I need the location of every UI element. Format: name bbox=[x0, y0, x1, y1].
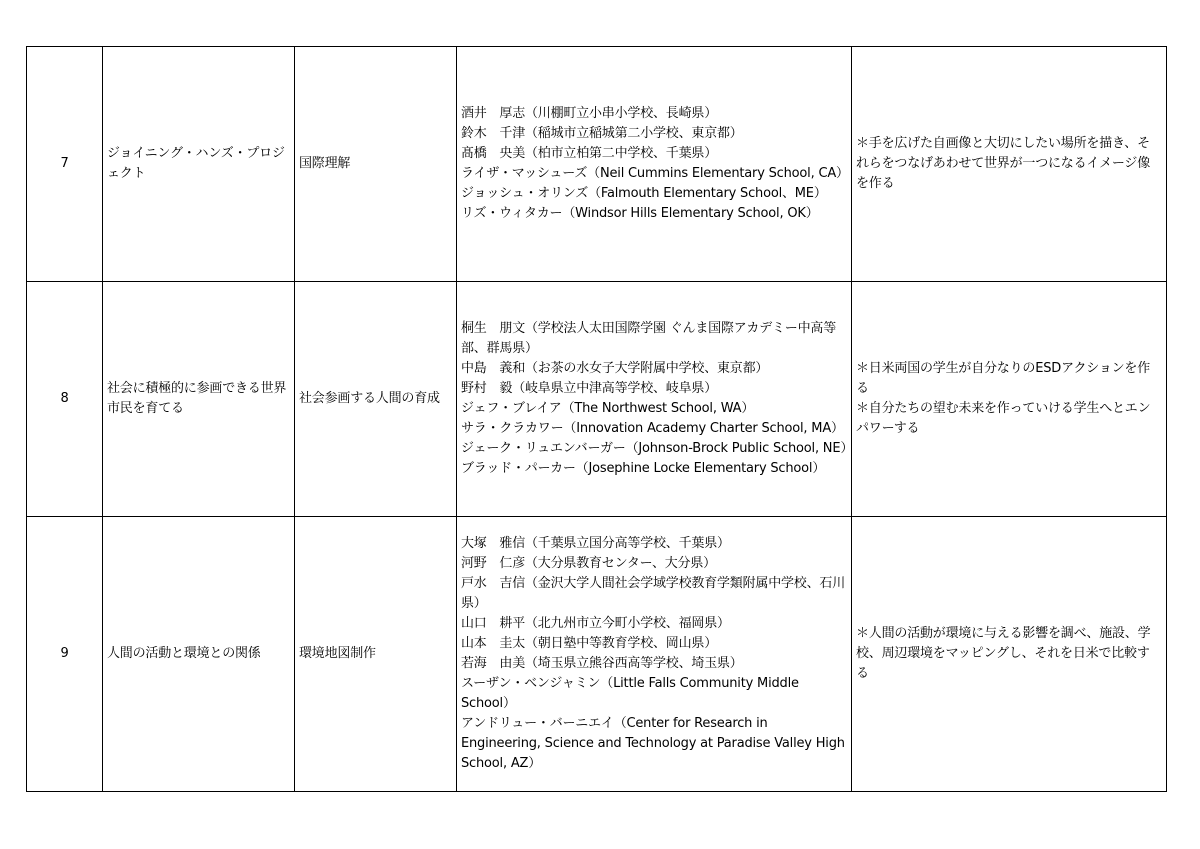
row-number: 8 bbox=[27, 282, 103, 517]
member-entry: 髙橋 央美（柏市立柏第二中学校、千葉県） bbox=[461, 146, 718, 161]
member-list bbox=[457, 47, 852, 282]
member-entry: リズ・ウィタカー（Windsor Hills Elementary School, OK） bbox=[461, 206, 819, 221]
project-title: 社会に積極的に参画できる世界市民を育てる bbox=[103, 282, 295, 517]
description-item: ＊日米両国の学生が自分なりのESDアクションを作る bbox=[856, 361, 1151, 396]
member-entry: 鈴木 千津（稲城市立稲城第二小学校、東京都） bbox=[461, 126, 743, 141]
member-entry: 山口 耕平（北九州市立今町小学校、福岡県） bbox=[461, 616, 730, 631]
member-entry: 桐生 朋文（学校法人太田国際学園 ぐんま国際アカデミー中高等部、群馬県） bbox=[461, 321, 837, 356]
member-entry: 山本 圭太（朝日塾中等教育学校、岡山県） bbox=[461, 636, 718, 651]
member-entry: 大塚 雅信（千葉県立国分高等学校、千葉県） bbox=[461, 536, 730, 551]
project-title: 人間の活動と環境との関係 bbox=[103, 517, 295, 792]
project-theme: 環境地図制作 bbox=[295, 517, 457, 792]
project-theme: 社会参画する人間の育成 bbox=[295, 282, 457, 517]
project-theme: 国際理解 bbox=[295, 47, 457, 282]
member-entry: スーザン・ベンジャミン（Little Falls Community Middle School） bbox=[461, 676, 799, 711]
project-description bbox=[852, 517, 1167, 792]
member-entry: 酒井 厚志（川棚町立小串小学校、長崎県） bbox=[461, 106, 718, 121]
member-entry: 野村 毅（岐阜県立中津高等学校、岐阜県） bbox=[461, 381, 718, 396]
row-number: 7 bbox=[27, 47, 103, 282]
member-entry: 河野 仁彦（大分県教育センター、大分県） bbox=[461, 556, 716, 571]
member-entry: ジョッシュ・オリンズ（Falmouth Elementary School、ME） bbox=[461, 186, 827, 201]
member-entry: ジェフ・ブレイア（The Northwest School, WA） bbox=[461, 401, 755, 416]
project-title: ジョイニング・ハンズ・プロジェクト bbox=[103, 47, 295, 282]
description-item: ＊手を広げた自画像と大切にしたい場所を描き、それらをつなげあわせて世界が一つになるイメージ像を作る bbox=[856, 136, 1151, 191]
member-entry: ライザ・マッシューズ（Neil Cummins Elementary School, CA） bbox=[461, 166, 849, 181]
description-item: ＊人間の活動が環境に与える影響を調べ、施設、学校、周辺環境をマッピングし、それを日米で比較する bbox=[856, 626, 1151, 681]
description-item: ＊自分たちの望む未来を作っていける学生へとエンパワーする bbox=[856, 401, 1151, 436]
member-entry: サラ・クラカワー（Innovation Academy Charter School, MA） bbox=[461, 421, 844, 436]
member-entry: ブラッド・パーカー（Josephine Locke Elementary School） bbox=[461, 461, 826, 476]
member-list bbox=[457, 282, 852, 517]
program-table bbox=[26, 46, 1167, 792]
member-list bbox=[457, 517, 852, 792]
member-entry: 戸水 吉信（金沢大学人間社会学域学校教育学類附属中学校、石川県） bbox=[461, 576, 846, 611]
member-entry: ジェーク・リュエンバーガー（Johnson-Brock Public School, NE） bbox=[461, 441, 854, 456]
row-number: 9 bbox=[27, 517, 103, 792]
table-row bbox=[27, 517, 1167, 792]
member-entry: アンドリュー・バーニエイ（Center for Research in Engineering, Science and Technology at Paradise Valley High School, AZ） bbox=[461, 716, 845, 771]
table-row bbox=[27, 282, 1167, 517]
member-entry: 中島 義和（お茶の水女子大学附属中学校、東京都） bbox=[461, 361, 769, 376]
project-description bbox=[852, 47, 1167, 282]
project-description bbox=[852, 282, 1167, 517]
table-row bbox=[27, 47, 1167, 282]
member-entry: 若海 由美（埼玉県立熊谷西高等学校、埼玉県） bbox=[461, 656, 743, 671]
